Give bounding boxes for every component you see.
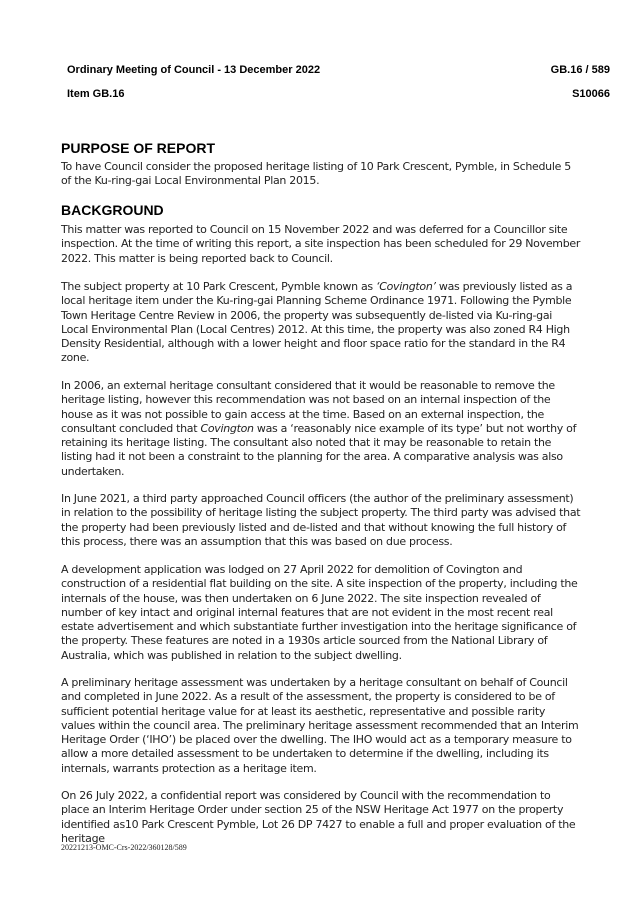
background-paragraph-4: In June 2021, a third party approached Council officers (the author of the preliminary assessment) in relation to the possibility of heritage listing the subject property. The third party was advised that the property had been previously listed and de-listed and that without knowing the full history of this process, there was an assumption that this was based on due process. bbox=[61, 492, 581, 548]
background-paragraph-5: A development application was lodged on 27 April 2022 for demolition of Covington and construction of a residential flat building on the site. A site inspection of the property, including the internals of the house, was then undertaken on 6 June 2022. The site inspection revealed of number of key intact and original internal features that are not evident in the most recent real estate advertisement and which substantiate further investigation into the heritage significance of the property. These features are noted in a 1930s article sourced from the National Library of Australia, which was published in relation to the subject dwelling. bbox=[61, 563, 578, 662]
document-id: S10066 bbox=[572, 88, 610, 100]
background-paragraph-6: A preliminary heritage assessment was undertaken by a heritage consultant on behalf of Council and completed in June 2022. As a result of the assessment, the property is considered to be of sufficient potential heritage value for at least its aesthetic, representative and possible rarity values within the council area. The preliminary heritage assessment recommended that an Interim Heritage Order (‘IHO’) be placed over the dwelling. The IHO would act as a temporary measure to allow a more detailed assessment to be undertaken to determine if the dwelling, including its internals, warrants protection as a heritage item. bbox=[61, 676, 579, 775]
property-name: Covington bbox=[200, 421, 254, 435]
property-name: ‘Covington’ bbox=[376, 280, 436, 293]
purpose-heading: PURPOSE OF REPORT bbox=[61, 140, 216, 156]
document-footer-code: 20221213-OMC-Crs-2022/360128/589 bbox=[61, 843, 187, 852]
item-number: Item GB.16 bbox=[67, 88, 125, 100]
paragraph-2-text-b: was previously listed as a local heritage item under the Ku-ring-gai Planning Scheme Ordinance 1971. Following the Pymble Town Heritage Centre Review in 2006, the property was subsequently de-listed via Ku-ring-gai Local Environmental Plan (Local Centres) 2012. At this time, the property was also zoned R4 High Density Residential, although with a lower height and floor space ratio for the standard in the R4 zone. bbox=[61, 280, 573, 365]
background-paragraph-2 bbox=[61, 280, 581, 366]
background-heading: BACKGROUND bbox=[61, 202, 164, 218]
paragraph-3-text-b: was a ‘reasonably nice example of its type’ but not worthy of retaining its heritage listing. The consultant also noted that it may be reasonable to retain the listing had it not been a constraint to the planning for the area. A comparative analysis was also undertaken. bbox=[61, 421, 577, 478]
paragraph-2-text-a: The subject property at 10 Park Crescent, Pymble known as bbox=[61, 280, 377, 293]
meeting-title: Ordinary Meeting of Council - 13 December 2022 bbox=[67, 64, 321, 76]
paragraph-3-text-a: In 2006, an external heritage consultant considered that it would be reasonable to remove the heritage listing, however this recommendation was not based on an internal inspection of the house as it was not possible to gain access at the time. Based on an external inspection, the consultant concluded that bbox=[61, 379, 555, 435]
background-paragraph-3 bbox=[61, 379, 581, 479]
background-paragraph-1: This matter was reported to Council on 15 November 2022 and was deferred for a Councillor site inspection. At the time of writing this report, a site inspection has been scheduled for 29 November 2022. This matter is being reported back to Council. bbox=[61, 223, 581, 265]
purpose-paragraph: To have Council consider the proposed heritage listing of 10 Park Crescent, Pymble, in Schedule 5 of the Ku-ring-gai Local Environmental Plan 2015. bbox=[61, 160, 571, 188]
background-paragraph-7: On 26 July 2022, a confidential report was considered by Council with the recommendation to place an Interim Heritage Order under section 25 of the NSW Heritage Act 1977 on the property identified as10 Park Crescent Pymble, Lot 26 DP 7427 to enable a full and proper evaluation of the heritage bbox=[61, 789, 576, 845]
page-reference: GB.16 / 589 bbox=[550, 64, 610, 76]
